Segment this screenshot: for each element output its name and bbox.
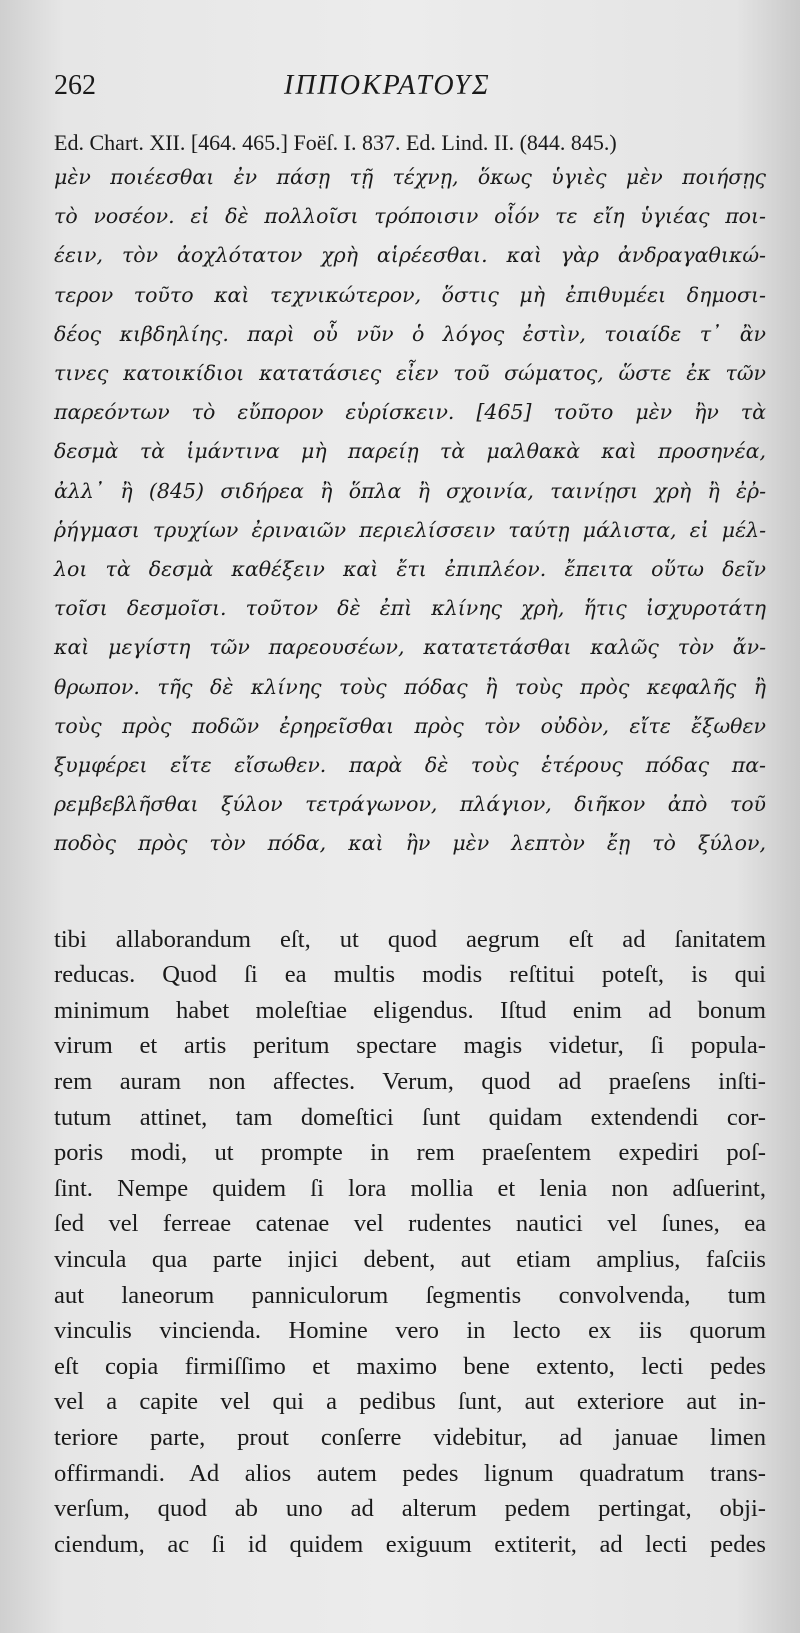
greek-line: μὲν ποιέεσθαι ἐν πάσῃ τῇ τέχνῃ, ὅκως ὑγιὲς μὲν ποιήσῃς	[54, 165, 766, 189]
latin-line: ſed vel ferreae catenae vel rudentes nautici vel ſunes, ea	[54, 1210, 766, 1238]
edition-reference: Ed. Chart. XII. [464. 465.] Foëſ. I. 837. Ed. Lind. II. (844. 845.)	[54, 130, 617, 155]
latin-line: verſum, quod ab uno ad alterum pedem pertingat, obji-	[54, 1495, 766, 1523]
latin-translation	[54, 922, 766, 1563]
greek-line: ῥήγμασι τρυχίων ἐριναιῶν περιελίσσειν ταύτῃ μάλιστα, εἰ μέλ-	[54, 517, 766, 542]
latin-line: rem auram non affectes. Verum, quod ad praeſens inſti-	[54, 1068, 766, 1096]
latin-line: vincula qua parte injici debent, aut etiam amplius, faſciis	[54, 1246, 766, 1273]
greek-line: δέος κιβδηλίης. παρὶ οὗ νῦν ὁ λόγος ἐστὶν, τοιαίδε τ᾽ ἂν	[54, 321, 766, 346]
latin-line: offirmandi. Ad alios autem pedes lignum quadratum trans-	[54, 1459, 766, 1487]
greek-line: ποδὸς πρὸς τὸν πόδα, καὶ ἢν μὲν λεπτὸν ἔῃ τὸ ξύλον,	[54, 831, 766, 856]
latin-line: tibi allaborandum eſt, ut quod aegrum eſt ad ſanitatem	[54, 925, 766, 953]
latin-line: reducas. Quod ſi ea multis modis reſtitui poteſt, is qui	[54, 961, 766, 989]
greek-line: τὸ νοσέον. εἰ δὲ πολλοῖσι τρόποισιν οἷόν τε εἴη ὑγιέας ποι-	[54, 204, 766, 229]
greek-line: τοὺς πρὸς ποδῶν ἐρηρεῖσθαι πρὸς τὸν οὐδὸν, εἴτε ἔξωθεν	[54, 713, 766, 738]
greek-line: ρεμβεβλῆσθαι ξύλον τετράγωνον, πλάγιον, διῆκον ἀπὸ τοῦ	[54, 792, 766, 817]
greek-line: καὶ μεγίστη τῶν παρεουσέων, κατατετάσθαι καλῶς τὸν ἄν-	[54, 635, 766, 660]
latin-line: virum et artis peritum spectare magis videtur, ſi popula-	[54, 1032, 766, 1060]
latin-line: tutum attinet, tam domeſtici ſunt quidam extendendi cor-	[54, 1103, 766, 1131]
latin-line: minimum habet moleſtiae eligendus. Iſtud enim ad bonum	[54, 996, 766, 1024]
latin-line: teriore parte, prout conſerre videbitur, ad januae limen	[54, 1423, 766, 1451]
page-number: 262	[54, 70, 96, 101]
greek-line: τερον τοῦτο καὶ τεχνικώτερον, ὅστις μὴ ἐπιθυμέει δημοσι-	[54, 282, 766, 307]
latin-line: aut laneorum panniculorum ſegmentis convolvenda, tum	[54, 1281, 766, 1309]
page-header	[54, 70, 766, 126]
latin-line: ſint. Nempe quidem ſi lora mollia et lenia non adſuerint,	[54, 1174, 766, 1202]
greek-line: δεσμὰ τὰ ἱμάντινα μὴ παρείῃ τὰ μαλθακὰ καὶ προσηνέα,	[54, 439, 766, 464]
greek-line: θρωπον. τῆς δὲ κλίνης τοὺς πόδας ἢ τοὺς πρὸς κεφαλῆς ἢ	[54, 674, 766, 699]
latin-line: poris modi, ut prompte in rem praeſentem expediri poſ-	[54, 1139, 766, 1167]
greek-line: τινες κατοικίδιοι κατατάσιες εἶεν τοῦ σώματος, ὥστε ἐκ τῶν	[54, 361, 766, 386]
latin-line: vel a capite vel qui a pedibus ſunt, aut exteriore aut in-	[54, 1388, 766, 1416]
greek-line: λοι τὰ δεσμὰ καθέξειν καὶ ἔτι ἐπιπλέον. ἔπειτα οὕτω δεῖν	[54, 557, 766, 582]
latin-line: eſt copia firmiſſimo et maximo bene extento, lecti pedes	[54, 1352, 766, 1380]
greek-line: παρεόντων τὸ εὔπορον εὑρίσκειν. [465] τοῦτο μὲν ἢν τὰ	[54, 400, 766, 425]
latin-line: vinculis vincienda. Homine vero in lecto ex iis quorum	[54, 1317, 766, 1345]
greek-line: τοῖσι δεσμοῖσι. τοῦτον δὲ ἐπὶ κλίνης χρὴ, ἥτις ἰσχυροτάτη	[54, 596, 766, 621]
running-title: ΙΠΠΟΚΡΑΤΟΥΣ	[284, 70, 491, 101]
greek-line: ξυμφέρει εἴτε εἴσωθεν. παρὰ δὲ τοὺς ἑτέρους πόδας πα-	[54, 753, 766, 778]
latin-line: ciendum, ac ſi id quidem exiguum extiterit, ad lecti pedes	[54, 1530, 766, 1558]
greek-line: ἀλλ᾽ ἢ (845) σιδήρεα ἢ ὅπλα ἢ σχοινία, ταινίῃσι χρὴ ἢ ἐῤ-	[54, 478, 766, 503]
greek-text	[54, 158, 766, 864]
greek-line: έειν, τὸν ἀοχλότατον χρὴ αἱρέεσθαι. καὶ γὰρ ἀνδραγαθικώ-	[54, 243, 766, 268]
